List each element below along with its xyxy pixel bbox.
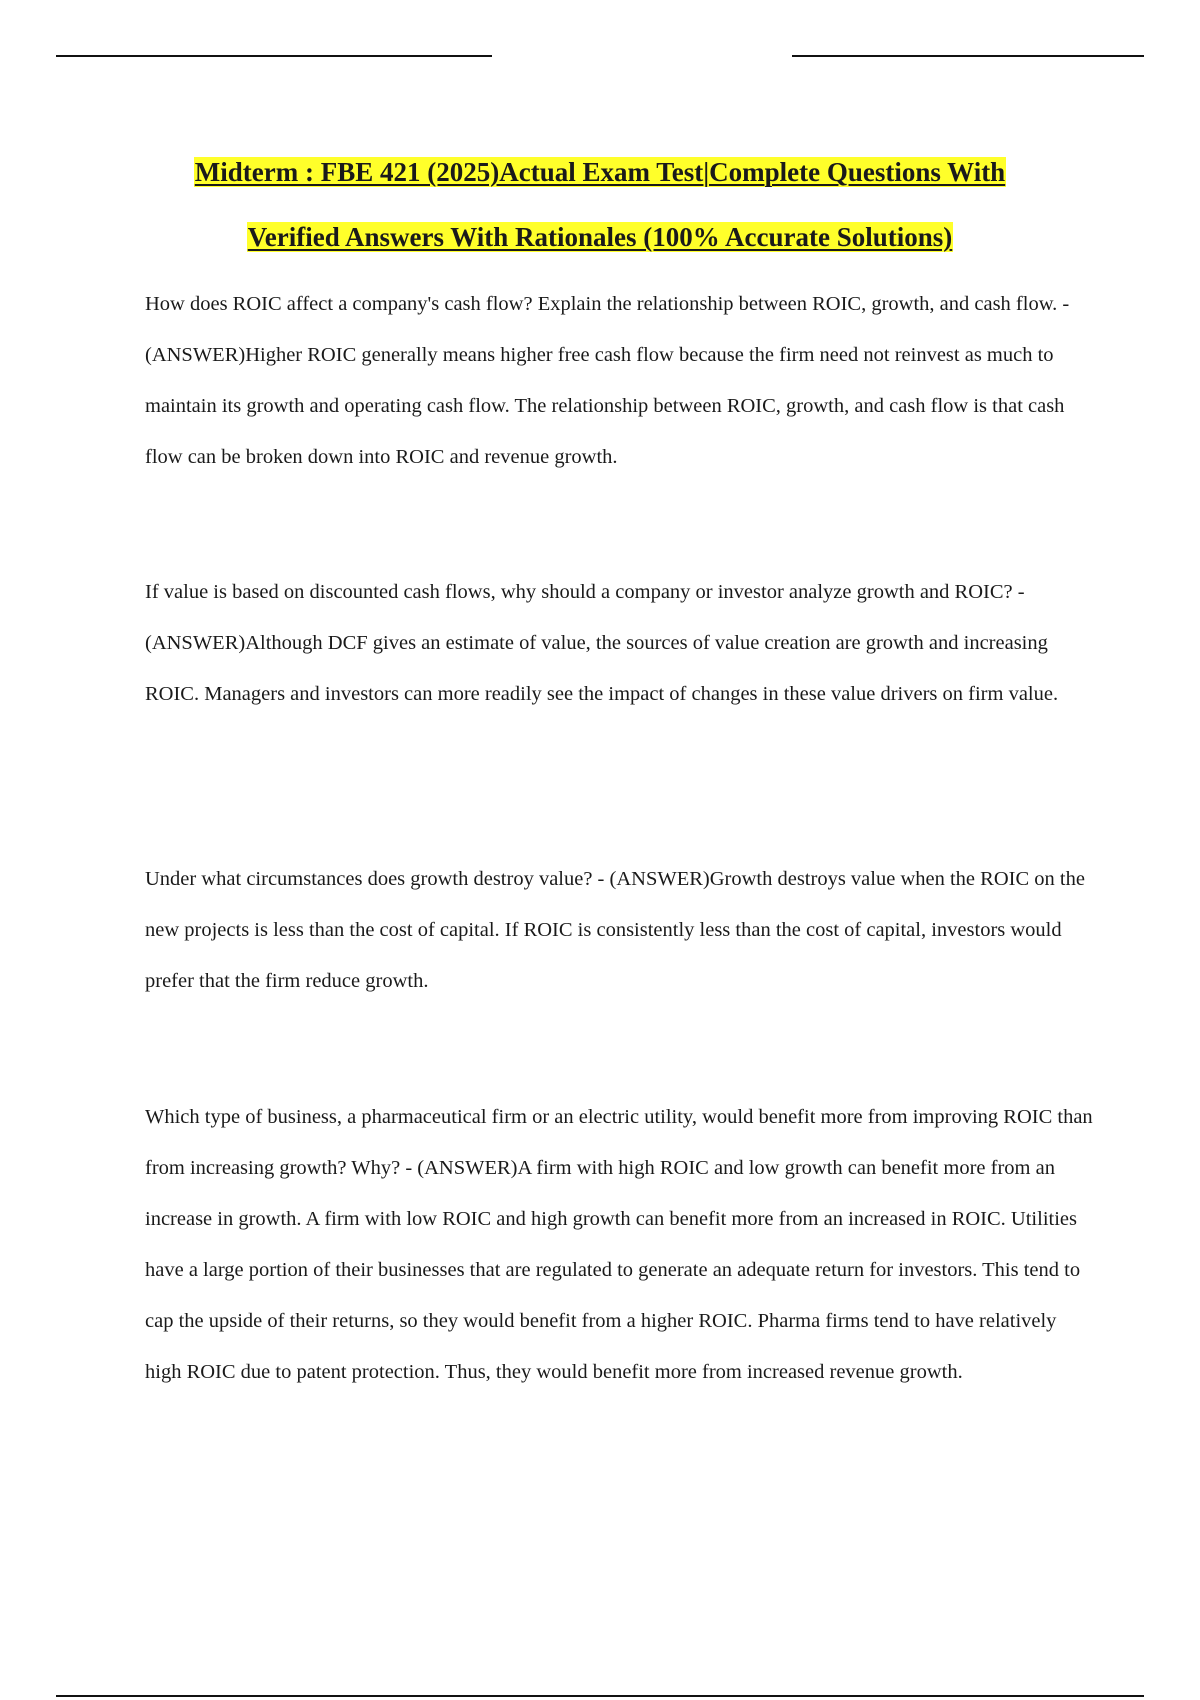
document-title	[120, 140, 1080, 270]
header-rule-left	[56, 55, 492, 57]
footer-rule	[56, 1695, 1144, 1697]
qa-item-pharma-vs-utility: Which type of business, a pharmaceutical firm or an electric utility, would benefit more from improving ROIC than from increasing growth? Why? - (ANSWER)A firm with high ROIC and low growth can benefit more from an increase in growth. A firm with low ROIC and high growth can benefit more from an increased in ROIC. Utilities have a large portion of their businesses that are regulated to generate an adequate return for investors. This tend to cap the upside of their returns, so they would benefit from a higher ROIC. Pharma firms tend to have relatively high ROIC due to patent protection. Thus, they would benefit more from increased revenue growth.	[145, 1106, 1093, 1383]
title-line-2: Verified Answers With Rationales (100% Accurate Solutions)	[247, 222, 953, 252]
title-line-1: Midterm : FBE 421 (2025)Actual Exam Test|Complete Questions With	[194, 157, 1006, 187]
header-rule-right	[792, 55, 1144, 57]
qa-item-dcf-growth-roic: If value is based on discounted cash flows, why should a company or investor analyze growth and ROIC? - (ANSWER)Although DCF gives an estimate of value, the sources of value creation are growth and increasing ROIC. Managers and investors can more readily see the impact of changes in these value drivers on firm value.	[145, 581, 1059, 705]
qa-item-growth-destroys-value: Under what circumstances does growth destroy value? - (ANSWER)Growth destroys value when the ROIC on the new projects is less than the cost of capital. If ROIC is consistently less than the cost of capital, investors would prefer that the firm reduce growth.	[145, 868, 1085, 992]
qa-item-roic-cash-flow: How does ROIC affect a company's cash flow? Explain the relationship between ROIC, growth, and cash flow. - (ANSWER)Higher ROIC generally means higher free cash flow because the firm need not reinvest as much to maintain its growth and operating cash flow. The relationship between ROIC, growth, and cash flow is that cash flow can be broken down into ROIC and revenue growth.	[145, 293, 1070, 468]
